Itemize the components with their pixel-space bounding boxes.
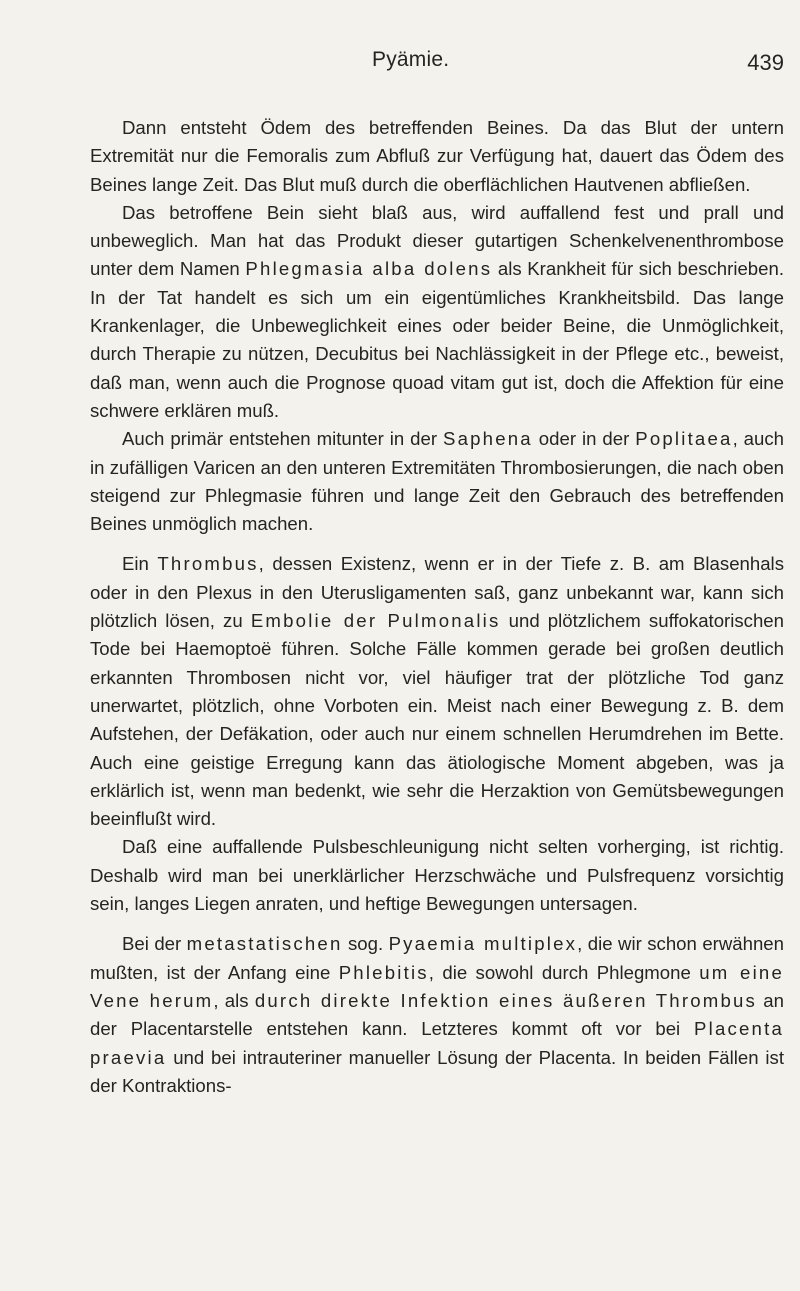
emphasized-term: Embolie der Pulmonalis: [250, 610, 501, 632]
emphasized-term: Phlegmasia alba dolens: [245, 258, 493, 280]
emphasized-term: um eine Vene herum: [90, 961, 784, 1011]
emphasized-term: metastatischen: [186, 933, 343, 955]
paragraph: [90, 930, 784, 1100]
text-run: und plötzlichem suffokatorischen Tode bei Haemoptoë führen. Solche Fälle kommen gerade bei großen deutlich erkannten Thrombosen nicht vor, viel häufiger trat der plötzliche Tod ganz unerwartet, plötzlich, ohne Vorboten ein. Meist nach einer Bewegung z. B. dem Aufstehen, der Defäkation, oder auch nur einem schnellen Herumdrehen im Bette. Auch eine geistige Erregung kann das ätiologische Moment abgeben, was ja erklärlich ist, wenn man bedenkt, wie sehr die Herzaktion von Gemütsbewegungen beeinflußt wird.: [90, 610, 784, 830]
paragraph: [90, 114, 784, 199]
text-run: sog.: [342, 933, 389, 955]
text-run: , dessen Existenz, wenn er in der Tiefe z. B. am Blasenhals oder in den Plexus in den Uterusligamenten saß, ganz unbekannt war, kann sich plötzlich lösen, zu: [90, 553, 784, 632]
paragraph: [90, 550, 784, 833]
text-run: Auch primär entstehen mitunter in der: [122, 428, 443, 450]
text-run: , auch in zufälligen Varicen an den unteren Extremitäten Thrombosierungen, die nach oben steigend zur Phlegmasie führen und lange Zeit den Gebrauch des betreffenden Beines unmöglich machen.: [90, 428, 785, 535]
body-text: [90, 114, 784, 1100]
emphasized-term: Phlebitis: [338, 961, 429, 983]
text-run: Daß eine auffallende Pulsbeschleunigung nicht selten vorherging, ist richtig. Deshalb wird man bei unerklärlicher Herzschwäche und Pulsfrequenz vorsichtig sein, langes Liegen anraten, und heftige Bewegungen untersagen.: [90, 836, 784, 915]
text-run: oder in der: [532, 428, 636, 450]
text-run: , die sowohl durch Phlegmone: [428, 961, 700, 983]
emphasized-term: Placenta praevia: [90, 1018, 784, 1068]
running-head: Pyämie.: [372, 48, 450, 71]
text-run: , die wir schon erwähnen mußten, ist der Anfang eine: [90, 933, 784, 983]
text-run: Das betroffene Bein sieht blaß aus, wird auffallend fest und prall und unbeweglich. Man hat das Produkt dieser gutartigen Schenkelvenenthrombose unter dem Namen: [90, 201, 784, 280]
paragraph: [90, 199, 784, 425]
text-run: , als: [213, 989, 255, 1011]
text-run: und bei intrauteriner manueller Lösung der Placenta. In beiden Fällen ist der Kontraktions-: [90, 1046, 784, 1096]
emphasized-term: Thrombus: [157, 553, 259, 575]
text-run: Ein: [122, 553, 158, 575]
emphasized-term: Pyaemia multiplex: [388, 933, 578, 955]
page-number: 439: [747, 50, 784, 75]
text-run: als Krankheit für sich beschrieben. In der Tat handelt es sich um ein eigentümliches Krankheitsbild. Das lange Krankenlager, die Unbeweglichkeit eines oder beider Beine, die Unmöglichkeit, durch Therapie zu nützen, Decubitus bei Nachlässigkeit in der Pflege etc., beweist, daß man, wenn auch die Prognose quoad vitam gut ist, doch die Affektion für eine schwere erklären muß.: [90, 258, 784, 421]
text-run: Bei der: [122, 933, 187, 955]
paragraph: [90, 425, 784, 538]
emphasized-term: durch direkte Infektion eines äußeren Thrombus: [254, 989, 758, 1011]
page-header: [90, 40, 784, 80]
emphasized-term: Poplitaea: [635, 428, 733, 450]
text-run: an der Placentarstelle entstehen kann. Letzteres kommt oft vor bei: [90, 989, 784, 1040]
emphasized-term: Saphena: [442, 428, 533, 450]
text-run: Dann entsteht Ödem des betreffenden Beines. Da das Blut der untern Extremität nur die Femoralis zum Abfluß zur Verfügung hat, dauert das Ödem des Beines lange Zeit. Das Blut muß durch die oberflächlichen Hautvenen abfließen.: [90, 117, 784, 195]
paragraph: [90, 833, 784, 918]
